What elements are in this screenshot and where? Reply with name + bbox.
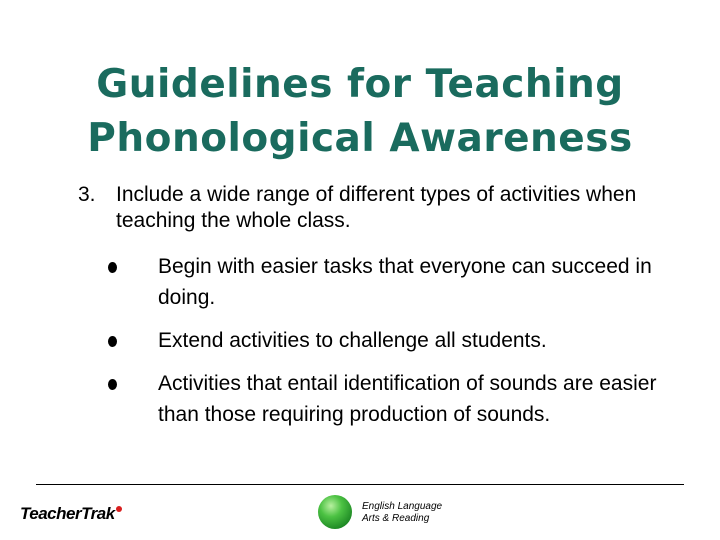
slide-title [0, 58, 720, 166]
bullet-item [158, 368, 698, 430]
main-point [78, 182, 698, 234]
green-ball-icon [318, 495, 352, 529]
bullet-item [158, 251, 698, 313]
footer-divider [36, 484, 684, 485]
logo-registered-dot-icon [116, 506, 122, 512]
bullet-dot-icon [108, 336, 117, 347]
bullet-item [158, 325, 698, 356]
ela-label [362, 501, 442, 525]
teachertrak-logo-text: TeacherTrak [20, 504, 115, 523]
bullet-list [78, 251, 698, 430]
ela-label-line2: Arts & Reading [362, 513, 430, 524]
bullet-text: Extend activities to challenge all students. [158, 329, 547, 352]
slide-title-line2: Phonological Awareness [87, 116, 633, 161]
ela-label-line1: English Language [362, 501, 443, 512]
bullet-text: Begin with easier tasks that everyone can succeed in doing. [158, 255, 652, 309]
teachertrak-logo [20, 504, 122, 524]
bullet-text: Activities that entail identification of sounds are easier than those requiring production of sounds. [158, 372, 657, 426]
bullet-dot-icon [108, 262, 117, 273]
slide-content [78, 182, 698, 442]
slide-title-line1: Guidelines for Teaching [96, 62, 624, 107]
bullet-dot-icon [108, 379, 117, 390]
main-point-text: Include a wide range of different types of activities when teaching the whole class. [116, 183, 637, 232]
main-point-number: 3. [78, 183, 96, 206]
